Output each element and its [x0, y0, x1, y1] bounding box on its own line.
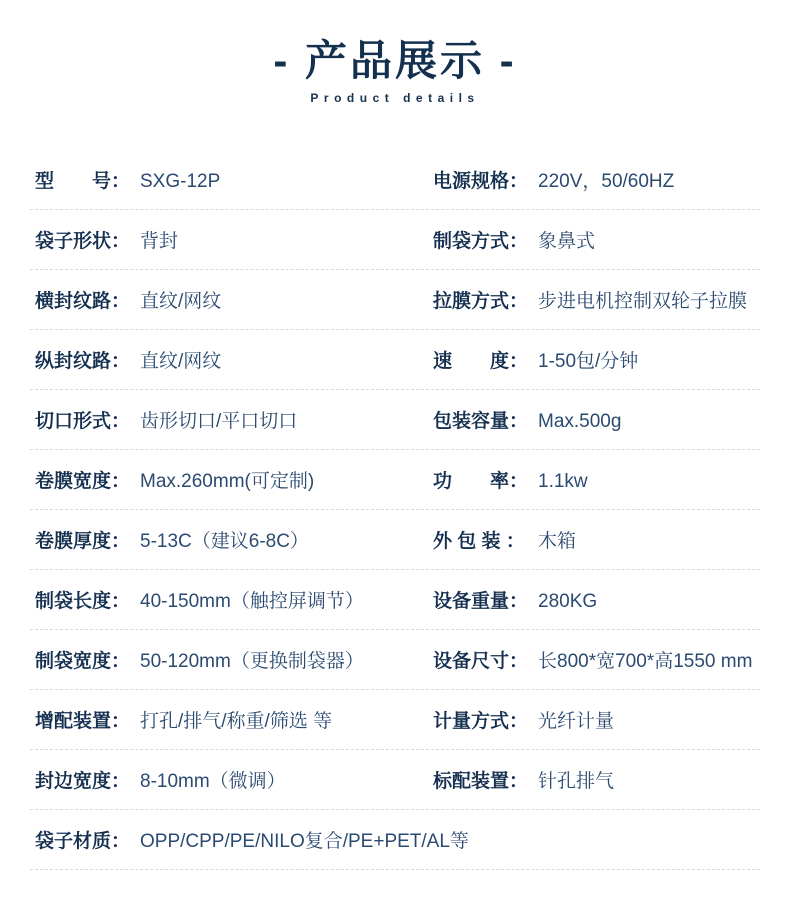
- spec-cell-right: [428, 346, 760, 373]
- spec-row: [30, 690, 760, 750]
- spec-label: 横封纹路：: [35, 291, 131, 313]
- spec-value: 220V，50/60HZ: [538, 171, 675, 193]
- spec-value: 齿形切口/平口切口: [140, 411, 298, 433]
- spec-value: 直纹/网纹: [140, 351, 222, 373]
- spec-cell-right: [428, 766, 760, 793]
- spec-cell-left: [30, 646, 428, 673]
- spec-label: 型 号：: [35, 171, 131, 193]
- spec-cell-left: [30, 286, 428, 313]
- spec-cell-left: [30, 706, 428, 733]
- spec-value: 8-10mm（微调）: [140, 771, 286, 793]
- spec-cell-right: [428, 166, 760, 193]
- spec-value: 打孔/排气/称重/筛选 等: [140, 711, 333, 733]
- spec-cell-right: [428, 286, 760, 313]
- spec-row: [30, 570, 760, 630]
- spec-value: OPP/CPP/PE/NILO复合/PE+PET/AL等: [140, 831, 469, 853]
- section-title: - 产品展示 -: [273, 37, 517, 84]
- spec-cell-left: [30, 346, 428, 373]
- spec-label: 制袋方式：: [433, 231, 529, 253]
- spec-label: 制袋长度：: [35, 591, 131, 613]
- spec-cell-left: [30, 226, 428, 253]
- spec-row: [30, 750, 760, 810]
- spec-value: 40-150mm（触控屏调节）: [140, 591, 364, 613]
- spec-cell-right: [428, 406, 760, 433]
- spec-label: 封边宽度：: [35, 771, 131, 793]
- spec-value: SXG-12P: [140, 171, 221, 193]
- spec-value: 木箱: [538, 531, 577, 553]
- spec-row-full-width: [30, 810, 760, 870]
- spec-label: 设备尺寸：: [433, 651, 529, 673]
- spec-label: 纵封纹路：: [35, 351, 131, 373]
- spec-label: 计量方式：: [433, 711, 529, 733]
- spec-value: Max.260mm(可定制): [140, 471, 315, 493]
- spec-cell-full: [30, 826, 760, 853]
- section-header: [0, 0, 790, 105]
- spec-label: 包装容量：: [433, 411, 529, 433]
- spec-cell-right: [428, 706, 760, 733]
- spec-cell-left: [30, 766, 428, 793]
- spec-value: Max.500g: [538, 411, 622, 433]
- spec-label: 设备重量：: [433, 591, 529, 613]
- spec-cell-right: [428, 586, 760, 613]
- spec-label: 制袋宽度：: [35, 651, 131, 673]
- spec-label: 袋子材质：: [35, 831, 131, 853]
- spec-value: 象鼻式: [538, 231, 596, 253]
- spec-value: 280KG: [538, 591, 598, 613]
- spec-cell-right: [428, 646, 760, 673]
- spec-label: 外 包 装 ：: [433, 531, 525, 553]
- spec-cell-left: [30, 586, 428, 613]
- spec-cell-right: [428, 226, 760, 253]
- spec-value: 直纹/网纹: [140, 291, 222, 313]
- spec-cell-left: [30, 406, 428, 433]
- spec-row: [30, 210, 760, 270]
- spec-label: 袋子形状：: [35, 231, 131, 253]
- spec-table: [30, 150, 760, 870]
- spec-label: 卷膜厚度：: [35, 531, 131, 553]
- spec-label: 功 率：: [433, 471, 529, 493]
- spec-value: 长800*宽700*高1550 mm: [538, 651, 753, 673]
- spec-value: 1.1kw: [538, 471, 588, 493]
- spec-value: 50-120mm（更换制袋器）: [140, 651, 364, 673]
- section-subtitle: Product details: [310, 91, 480, 106]
- spec-row: [30, 270, 760, 330]
- spec-value: 背封: [140, 231, 179, 253]
- spec-label: 拉膜方式：: [433, 291, 529, 313]
- spec-label: 增配装置：: [35, 711, 131, 733]
- spec-value: 针孔排气: [538, 771, 615, 793]
- spec-cell-left: [30, 166, 428, 193]
- spec-cell-right: [428, 526, 760, 553]
- spec-label: 标配装置：: [433, 771, 529, 793]
- spec-label: 电源规格：: [433, 171, 529, 193]
- spec-value: 光纤计量: [538, 711, 615, 733]
- spec-cell-left: [30, 526, 428, 553]
- spec-row: [30, 150, 760, 210]
- spec-row: [30, 330, 760, 390]
- spec-row: [30, 450, 760, 510]
- spec-row: [30, 390, 760, 450]
- spec-label: 卷膜宽度：: [35, 471, 131, 493]
- spec-value: 5-13C（建议6-8C）: [140, 531, 309, 553]
- spec-cell-right: [428, 466, 760, 493]
- spec-value: 步进电机控制双轮子拉膜: [538, 291, 748, 313]
- spec-value: 1-50包/分钟: [538, 351, 639, 373]
- spec-row: [30, 630, 760, 690]
- spec-row: [30, 510, 760, 570]
- spec-label: 速 度：: [433, 351, 529, 373]
- spec-label: 切口形式：: [35, 411, 131, 433]
- spec-cell-left: [30, 466, 428, 493]
